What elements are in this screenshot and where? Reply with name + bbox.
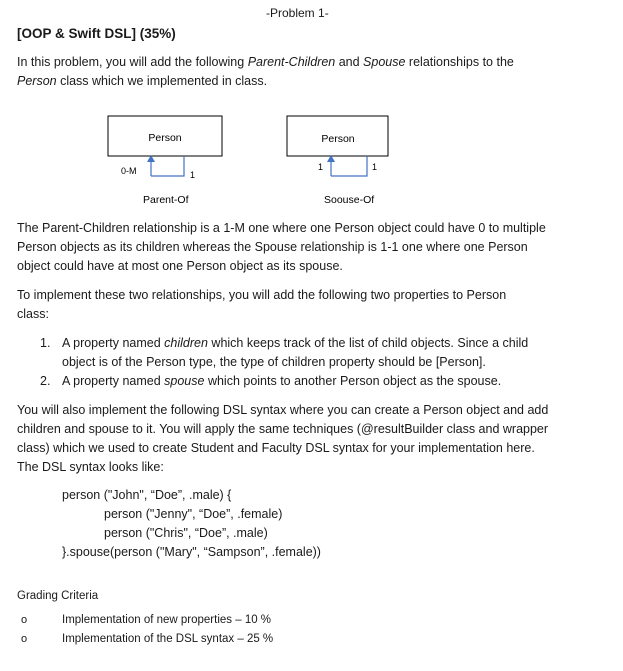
para3-line-3: class) which we used to create Student and Faculty DSL syntax for your implementation here. [17, 441, 535, 455]
grading-title: Grading Criteria [17, 590, 99, 602]
list-item-1-line-1: A property named children which keeps track of the list of child objects. Since a child [62, 336, 529, 350]
problem-label: -Problem 1- [266, 6, 329, 20]
code-line-1: person ("John", “Doe”, .male) { [62, 488, 232, 502]
parent-of-diagram [108, 116, 222, 206]
code-line-3: person ("Chris", “Doe”, .male) [104, 526, 268, 540]
grading-item-1: Implementation of new properties – 10 % [62, 614, 272, 626]
section-title: [OOP & Swift DSL] (35%) [17, 26, 176, 41]
para3-line-1: You will also implement the following DSL syntax where you can create a Person object and add [17, 403, 549, 417]
multiplicity-one-b-right: 1 [372, 162, 378, 172]
list-item-2-line-1: A property named spouse which points to another Person object as the spouse. [62, 374, 502, 388]
code-line-2: person ("Jenny", “Doe”, .female) [104, 507, 283, 521]
self-association-line-right [331, 156, 367, 176]
para3-line-4: The DSL syntax looks like: [17, 460, 164, 474]
multiplicity-many-left: 0-M [121, 166, 137, 176]
intro-line-1: In this problem, you will add the following Parent-Children and Spouse relationships to the [17, 55, 514, 69]
multiplicity-one-a-right: 1 [318, 162, 324, 172]
para3-line-2: children and spouse to it. You will apply the same techniques (@resultBuilder class and wrapper [17, 422, 549, 436]
self-association-line-left [151, 156, 184, 176]
relationship-diagrams [0, 0, 623, 220]
para1-line-2: Person objects as its children whereas the Spouse relationship is 1-1 one where one Person [17, 240, 528, 254]
spouse-of-caption: Soouse-Of [324, 194, 375, 206]
list-item-1-line-2: object is of the Person type, the type of children property should be [Person]. [62, 355, 486, 369]
grading-item-2: Implementation of the DSL syntax – 25 % [62, 633, 274, 645]
person-class-label-right: Person [321, 133, 355, 145]
para2-line-2: class: [17, 307, 49, 321]
intro-line-2: Person class which we implemented in class. [17, 74, 268, 88]
person-class-label-left: Person [148, 132, 182, 144]
para1-line-1: The Parent-Children relationship is a 1-M one where one Person object could have 0 to multiple [17, 221, 546, 235]
code-line-4: }.spouse(person ("Mary", “Sampson”, .female)) [62, 545, 321, 559]
para2-line-1: To implement these two relationships, you will add the following two properties to Person [17, 288, 507, 302]
grading-bullet-1: o [21, 614, 28, 626]
para1-line-3: object could have at most one Person object as its spouse. [17, 259, 343, 273]
spouse-of-diagram [287, 116, 388, 206]
multiplicity-one-left: 1 [190, 170, 196, 180]
list-number-2: 2. [40, 374, 51, 388]
grading-bullet-2: o [21, 633, 28, 645]
parent-of-caption: Parent-Of [143, 194, 189, 206]
list-number-1: 1. [40, 336, 51, 350]
